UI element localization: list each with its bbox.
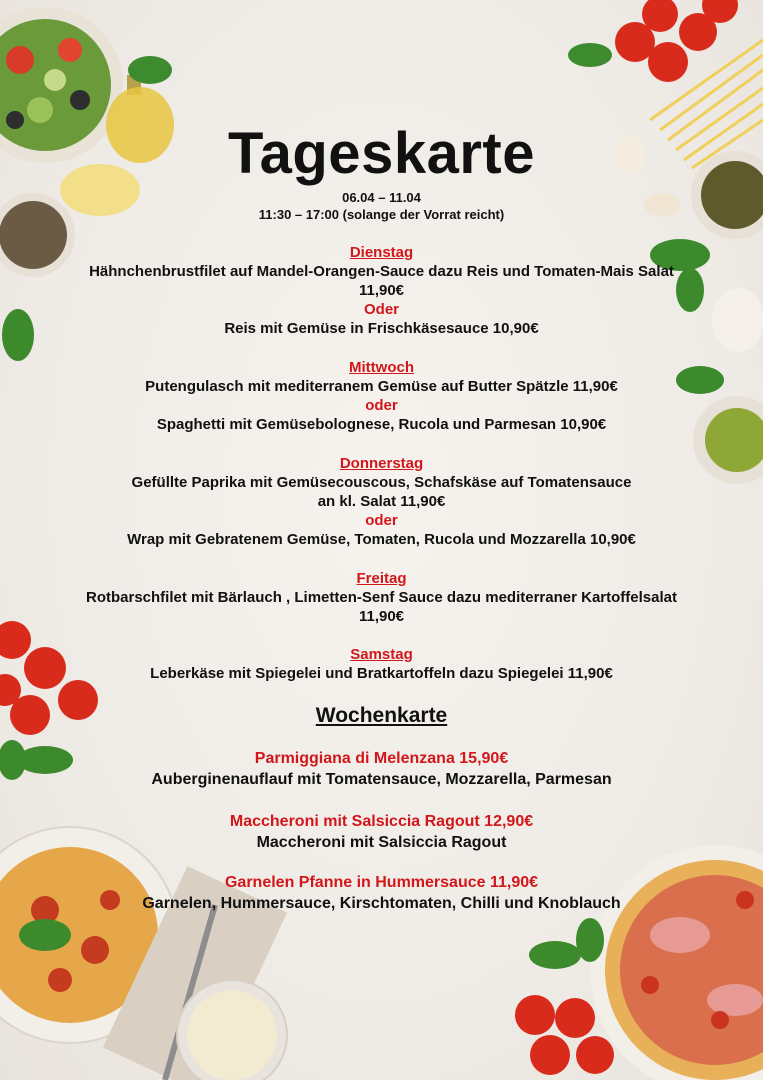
weekly-item-3-desc: Garnelen, Hummersauce, Kirschtomaten, Chilli und Knoblauch — [142, 895, 621, 912]
day-heading-freitag: Freitag — [356, 570, 407, 587]
weekly-item-2-desc: Maccheroni mit Salsiccia Ragout — [256, 834, 507, 851]
dish-donnerstag-1-cont: an kl. Salat 11,90€ — [317, 493, 446, 510]
dish-mittwoch-2: Spaghetti mit Gemüsebolognese, Rucola und Parmesan 10,90€ — [156, 416, 607, 433]
dish-donnerstag-1: Gefüllte Paprika mit Gemüsecouscous, Schafskäse auf Tomatensauce — [131, 474, 632, 491]
dish-freitag-1-price: 11,90€ — [358, 608, 405, 625]
or-donnerstag: oder — [365, 512, 398, 529]
weekly-item-2-name: Maccheroni mit Salsiccia Ragout 12,90€ — [229, 813, 534, 830]
weekly-item-1-desc: Auberginenauflauf mit Tomatensauce, Mozzarella, Parmesan — [151, 771, 612, 788]
weekly-heading: Wochenkarte — [315, 704, 448, 727]
dish-freitag-1: Rotbarschfilet mit Bärlauch , Limetten-Senf Sauce dazu mediterraner Kartoffelsalat — [86, 589, 677, 606]
weekly-item-1-name: Parmiggiana di Melenzana 15,90€ — [254, 750, 509, 767]
page-title: Tageskarte — [228, 121, 535, 186]
day-heading-mittwoch: Mittwoch — [349, 359, 414, 376]
dish-samstag-1: Leberkäse mit Spiegelei und Bratkartoffeln dazu Spiegelei 11,90€ — [150, 665, 613, 682]
date-range: 06.04 – 11.04 — [342, 190, 421, 205]
dish-dienstag-1: Hähnchenbrustfilet auf Mandel-Orangen-Sauce dazu Reis und Tomaten-Mais Salat — [89, 263, 674, 280]
weekly-item-3-name: Garnelen Pfanne in Hummersauce 11,90€ — [224, 874, 539, 891]
opening-hours: 11:30 – 17:00 (solange der Vorrat reicht) — [258, 207, 505, 222]
dish-dienstag-1-price: 11,90€ — [358, 282, 405, 299]
dish-mittwoch-1: Putengulasch mit mediterranem Gemüse auf Butter Spätzle 11,90€ — [145, 378, 618, 395]
dish-dienstag-2: Reis mit Gemüse in Frischkäsesauce 10,90€ — [224, 320, 539, 337]
day-heading-donnerstag: Donnerstag — [339, 455, 424, 472]
dish-donnerstag-2: Wrap mit Gebratenem Gemüse, Tomaten, Rucola und Mozzarella 10,90€ — [127, 531, 636, 548]
or-dienstag: Oder — [363, 301, 399, 318]
day-heading-samstag: Samstag — [350, 646, 413, 663]
or-mittwoch: oder — [365, 397, 398, 414]
day-heading-dienstag: Dienstag — [349, 244, 414, 261]
